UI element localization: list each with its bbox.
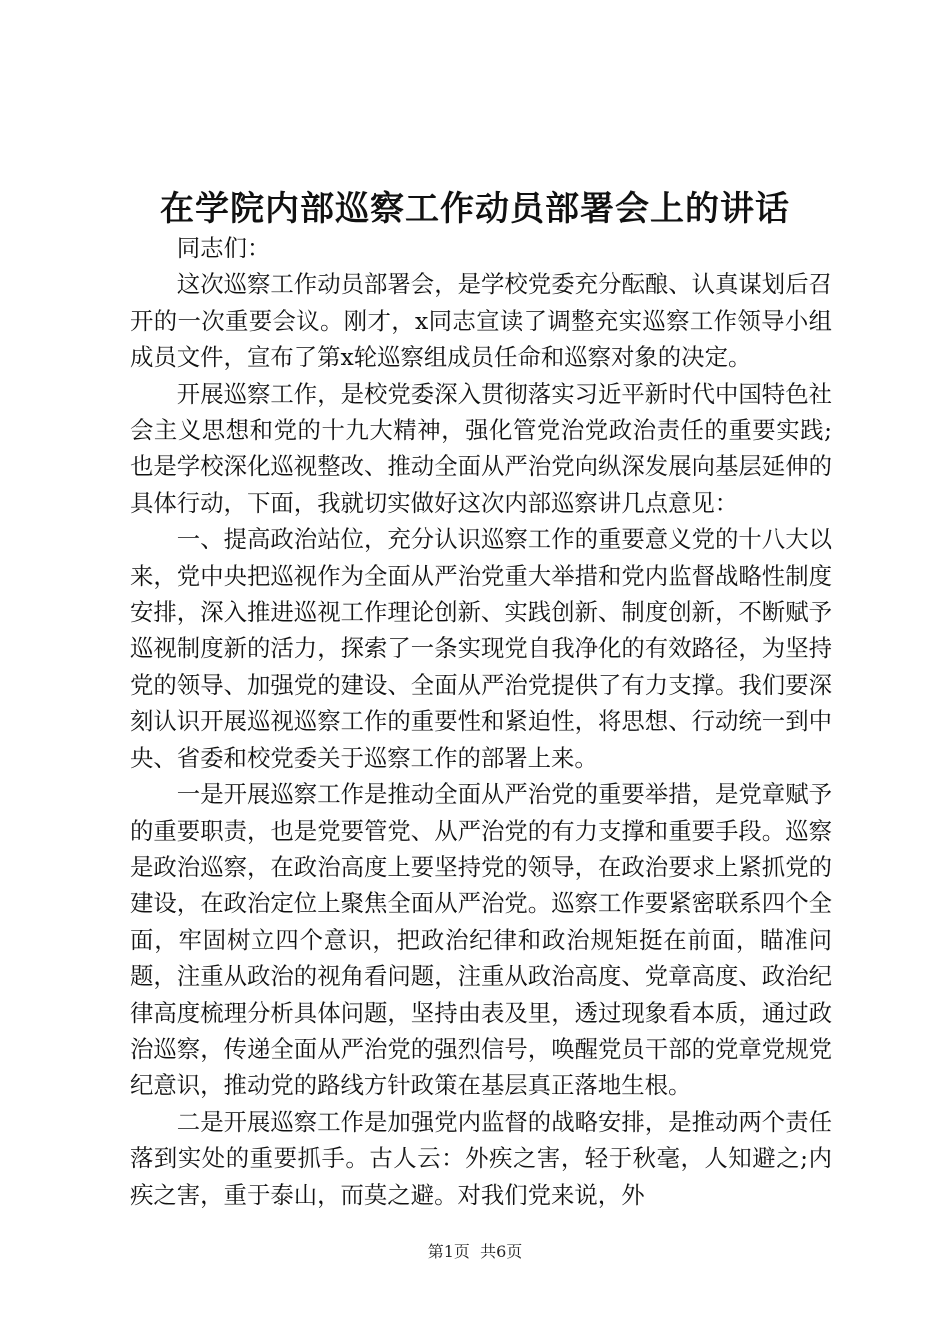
page-number-footer: 第1页 共6页 <box>427 1242 523 1261</box>
salutation-paragraph: 同志们： <box>176 234 271 262</box>
body-paragraph: 开展巡察工作，是校党委深入贯彻落实习近平新时代中国特色社会主义思想和党的十九大精神，强化管党治党政治责任的重要实践;也是学校深化巡视整改、推动全面从严治党向纵深发展向基层延伸的具体行动，下面，我就切实做好这次内部巡察讲几点意见： <box>130 379 832 517</box>
body-paragraph: 一、提高政治站位，充分认识巡察工作的重要意义党的十八大以来，党中央把巡视作为全面从严治党重大举措和党内监督战略性制度安排，深入推进巡视工作理论创新、实践创新、制度创新，不断赋予巡视制度新的活力，探索了一条实现党自我净化的有效路径，为坚持党的领导、加强党的建设、全面从严治党提供了有力支撑。我们要深刻认识开展巡视巡察工作的重要性和紧迫性，将思想、行动统一到中央、省委和校党委关于巡察工作的部署上来。 <box>130 525 832 772</box>
document-title: 在学院内部巡察工作动员部署会上的讲话 <box>160 189 790 229</box>
body-paragraph: 一是开展巡察工作是推动全面从严治党的重要举措，是党章赋予的重要职责，也是党要管党、从严治党的有力支撑和重要手段。巡察是政治巡察，在政治高度上要坚持党的领导，在政治要求上紧抓党的建设，在政治定位上聚焦全面从严治党。巡察工作要紧密联系四个全面，牢固树立四个意识，把政治纪律和政治规矩挺在前面，瞄准问题，注重从政治的视角看问题，注重从政治高度、党章高度、政治纪律高度梳理分析具体问题，坚持由表及里，透过现象看本质，通过政治巡察，传递全面从严治党的强烈信号，唤醒党员干部的党章党规党纪意识，推动党的路线方针政策在基层真正落地生根。 <box>130 780 832 1100</box>
body-paragraph: 这次巡察工作动员部署会，是学校党委充分酝酿、认真谋划后召开的一次重要会议。刚才，x同志宣读了调整充实巡察工作领导小组成员文件，宣布了第x轮巡察组成员任命和巡察对象的决定。 <box>130 270 832 372</box>
body-paragraph: 二是开展巡察工作是加强党内监督的战略安排，是推动两个责任落到实处的重要抓手。古人云：外疾之害，轻于秋毫，人知避之;内疾之害，重于泰山，而莫之避。对我们党来说，外 <box>130 1107 832 1209</box>
document-body <box>130 230 832 1213</box>
